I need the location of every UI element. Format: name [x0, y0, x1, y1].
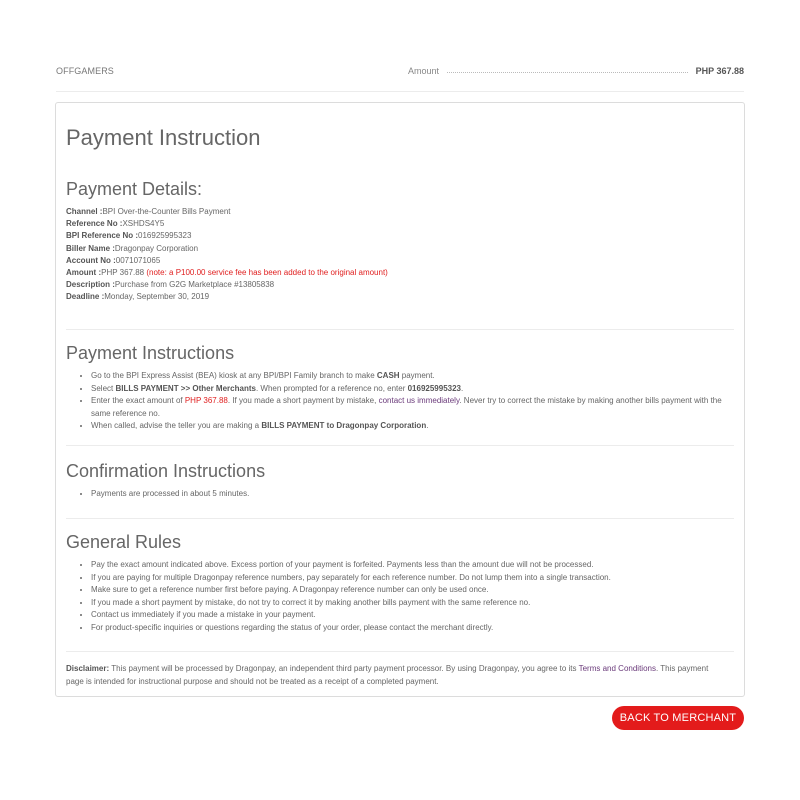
- page-title: Payment Instruction: [66, 125, 261, 150]
- detail-row-bpi-reference: BPI Reference No :016925995323: [66, 231, 192, 241]
- disclaimer-label: Disclaimer:: [66, 664, 110, 673]
- divider: [66, 518, 734, 519]
- detail-row-channel: Channel :BPI Over-the-Counter Bills Payment: [66, 207, 231, 216]
- rule-item: • If you made a short payment by mistake, do not try to correct it by making another bills payment with the same reference no.: [91, 597, 734, 610]
- detail-row-reference: Reference No :XSHDS4Y5: [66, 219, 165, 229]
- amount-leader-dots: [447, 72, 688, 73]
- confirmation-heading: Confirmation Instructions: [66, 461, 266, 481]
- amount-summary: [408, 66, 744, 76]
- divider: [66, 445, 734, 446]
- payment-details-list: [66, 206, 734, 304]
- divider: [66, 329, 734, 330]
- payment-instructions-list: [66, 370, 734, 433]
- rule-item: • For product-specific inquiries or questions regarding the status of your order, please contact the merchant directly.: [91, 622, 734, 635]
- service-fee-note: (note: a P100.00 service fee has been added to the original amount): [146, 268, 388, 278]
- detail-row-description: Description :Purchase from G2G Marketplace #13805838: [66, 280, 275, 290]
- terms-link[interactable]: Terms and Conditions: [578, 664, 656, 673]
- general-rules-heading: General Rules: [66, 532, 182, 552]
- contact-us-link[interactable]: contact us immediately: [378, 396, 460, 405]
- detail-row-amount: Amount :PHP 367.88 (note: a P100.00 service fee has been added to the original amount): [66, 268, 388, 278]
- payment-instructions-section: [66, 343, 734, 433]
- amount-value: PHP 367.88: [695, 66, 744, 76]
- confirmation-section: [66, 461, 734, 501]
- payment-instruction-card: [55, 102, 745, 697]
- instruction-item: • Select BILLS PAYMENT >> Other Merchants. When prompted for a reference no, enter 016925995323.: [91, 383, 734, 396]
- rule-item: • If you are paying for multiple Dragonpay reference numbers, pay separately for each reference number. Do not lump them into a single transaction.: [91, 572, 734, 585]
- rule-item: • Contact us immediately if you made a mistake in your payment.: [91, 609, 734, 622]
- amount-label: Amount: [408, 66, 440, 76]
- confirmation-list: [66, 488, 734, 501]
- payment-details-section: [66, 179, 734, 304]
- detail-row-deadline: Deadline :Monday, September 30, 2019: [66, 292, 210, 302]
- instruction-item: • Enter the exact amount of PHP 367.88. If you made a short payment by mistake, contact us immediately. Never try to correct the mistake by making another bills payment with the same reference no.: [91, 395, 734, 420]
- disclaimer: Disclaimer: This payment will be processed by Dragonpay, an independent third party payment processor. By using Dragonpay, you agree to its Terms and Conditions. This payment page is intended for instructional purpose and should not be treated as a receipt of a completed payment.: [66, 664, 709, 686]
- merchant-name: OFFGAMERS: [56, 66, 114, 76]
- detail-row-biller: Biller Name :Dragonpay Corporation: [66, 243, 199, 253]
- top-bar: [56, 60, 744, 82]
- header-divider: [56, 91, 744, 92]
- confirmation-item: • Payments are processed in about 5 minutes.: [91, 488, 734, 501]
- general-rules-list: [66, 559, 734, 634]
- instruction-item: • Go to the BPI Express Assist (BEA) kiosk at any BPI/BPI Family branch to make CASH payment.: [91, 370, 734, 383]
- payment-instructions-heading: Payment Instructions: [66, 343, 235, 363]
- divider: [66, 651, 734, 652]
- rule-item: • Make sure to get a reference number first before paying. A Dragonpay reference number can only be used once.: [91, 584, 734, 597]
- exact-amount: PHP 367.88: [184, 396, 228, 405]
- general-rules-section: [66, 532, 734, 634]
- instruction-item: • When called, advise the teller you are making a BILLS PAYMENT to Dragonpay Corporation.: [91, 420, 734, 433]
- back-to-merchant-button[interactable]: BACK TO MERCHANT: [612, 706, 744, 730]
- detail-row-account: Account No :0071071065: [66, 255, 161, 265]
- rule-item: • Pay the exact amount indicated above. Excess portion of your payment is forfeited. Payments less than the amount due will not be processed.: [91, 559, 734, 572]
- payment-details-heading: Payment Details:: [66, 179, 203, 199]
